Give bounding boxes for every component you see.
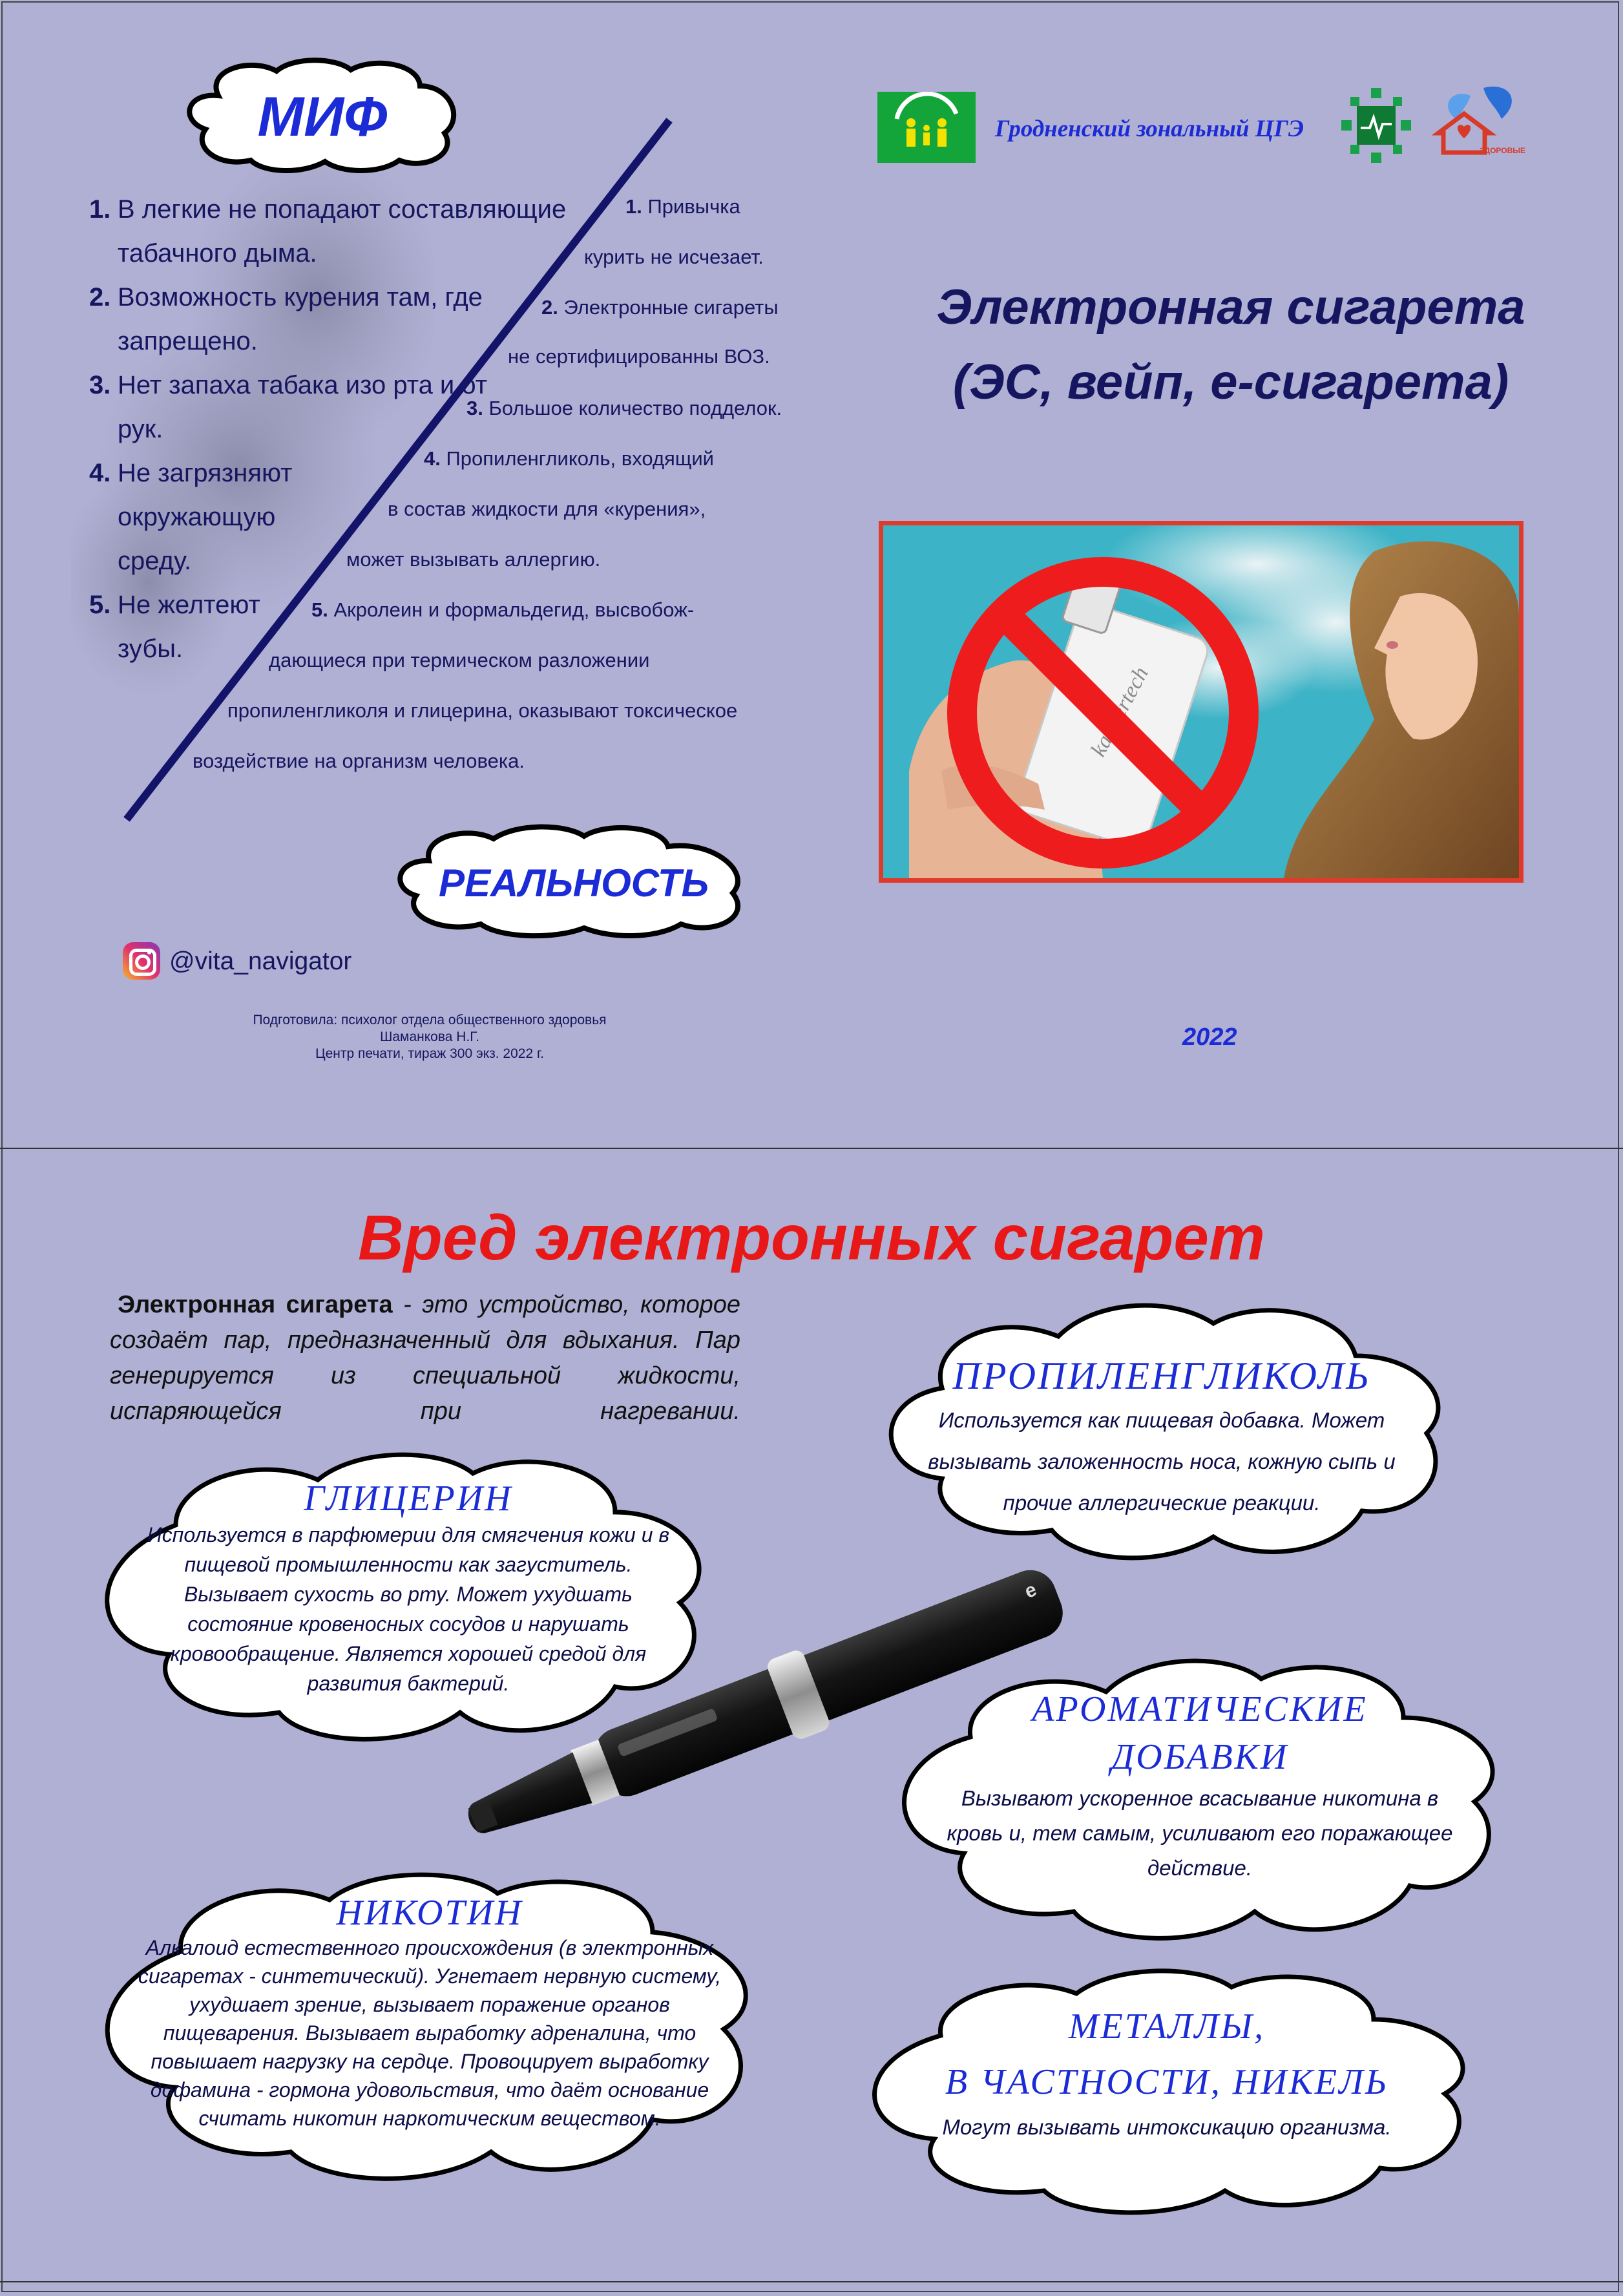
propylene-title: ПРОПИЛЕНГЛИКОЛЬ [952,1354,1371,1397]
healthy-logo-label: ЗДОРОВЫЕ [1480,146,1525,155]
nicotine-title: НИКОТИН [336,1893,523,1933]
myth-item: 4. Не загрязняют окружающую среду. [89,459,293,575]
reality-line: пропиленгликоля и глицерина, оказывают токсическое [227,699,738,722]
cover-title: Электронная сигарета (ЭС, вейп, е-сигарета) [936,280,1525,410]
reality-line: не сертифицированны ВОЗ. [508,345,770,368]
social-handle[interactable]: @vita_navigator [169,947,352,975]
myth-cloud [180,57,465,173]
reality-line: воздействие на организм человека. [193,750,525,772]
myth-item: 5. Не желтеют зубы. [89,591,260,663]
reality-line: 2. Электронные сигареты [541,296,779,319]
myth-item: 1. В легкие не попадают составляющие табачного дыма. [89,195,567,268]
reality-line: 4. Пропиленгликоль, входящий [424,447,714,470]
healthy-logo [1425,81,1525,167]
flavors-title-1: АРОМАТИЧЕСКИЕ [1032,1689,1368,1729]
fold-line [0,1148,1623,1149]
metals-title-2: В ЧАСТНОСТИ, НИКЕЛЬ [945,2062,1389,2102]
glycerin-cloud [79,1448,731,1751]
harm-intro: Электронная сигарета - это устройство, которое создаёт пар, предназначенный для вдыхания. Пар генерируется из специальной жидкости, испаряющейся при нагревании. [110,1291,740,1425]
propylene-cloud [864,1298,1451,1569]
myth-title: МИФ [257,86,388,148]
reality-line: 3. Большое количество подделок. [466,397,782,419]
reality-line: курить не исчезает. [584,246,764,268]
flavors-title-2: ДОБАВКИ [1111,1737,1289,1777]
bottom-line [0,2281,1623,2282]
reality-cloud [390,821,757,938]
reality-line: в состав жидкости для «курения», [388,498,706,520]
flavors-cloud [880,1653,1518,1944]
metals-cloud [844,1964,1492,2210]
instagram-icon [123,942,160,980]
metals-title-1: МЕТАЛЛЫ, [1068,2006,1266,2047]
reality-line: 1. Привычка [625,195,740,218]
cover-photo [879,521,1524,883]
propylene-body: Используется как пищевая добавка. Может вызывать заложенность носа, кожную сыпь и прочие аллергические реакции. [928,1408,1396,1515]
myth-item: 2. Возможность курения там, где запрещено. [89,283,483,355]
glycerin-title: ГЛИЦЕРИН [304,1479,513,1519]
cge-emblem [1341,88,1411,163]
svg-text:e: e [1021,1579,1040,1603]
myth-item: 3. Нет запаха табака изо рта и от рук. [89,371,488,443]
reality-line: 5. Акролеин и формальдегид, высвобож- [311,598,695,621]
nicotine-body: Алкалоид естественного происхождения (в электронных сигаретах - синтетический). Угнетает нервную систему, ухудшает зрение, вызывает поражение органов пищеварения. Вызывает выработку адреналина, что повышает нагрузку на сердце. Провоцирует выработку дофамина - гормона удовольствия, что даёт основание считать никотин наркотическим веществом. [138,1936,722,2130]
credits: Подготовила: психолог отдела общественного здоровья Шаманкова Н.Г. Центр печати, тираж 300 экз. 2022 г. [253,1013,607,1061]
cover-year: 2022 [1182,1024,1237,1051]
reality-line: может вызывать аллергию. [346,548,601,571]
org-name: Гродненский зональный ЦГЭ [995,116,1304,142]
reality-line: дающиеся при термическом разложении [269,649,650,671]
reality-title: РЕАЛЬНОСТЬ [439,861,709,905]
metals-body: Могут вызывать интоксикацию организма. [942,2115,1392,2139]
harm-title: Вред электронных сигарет [357,1202,1266,1273]
flavors-body: Вызывают ускоренное всасывание никотина в кровь и, тем самым, усиливают его поражающее действие. [947,1786,1453,1880]
nicotine-cloud [78,1868,782,2191]
family-logo [877,92,976,163]
glycerin-body: Используется в парфюмерии для смягчения кожи и в пищевой промышленности как загуститель. Вызывает сухость во рту. Может ухудшать состояние кровеносных сосудов и нарушать кровообращение. Является хорошей средой для развития бактерий. [147,1523,670,1695]
